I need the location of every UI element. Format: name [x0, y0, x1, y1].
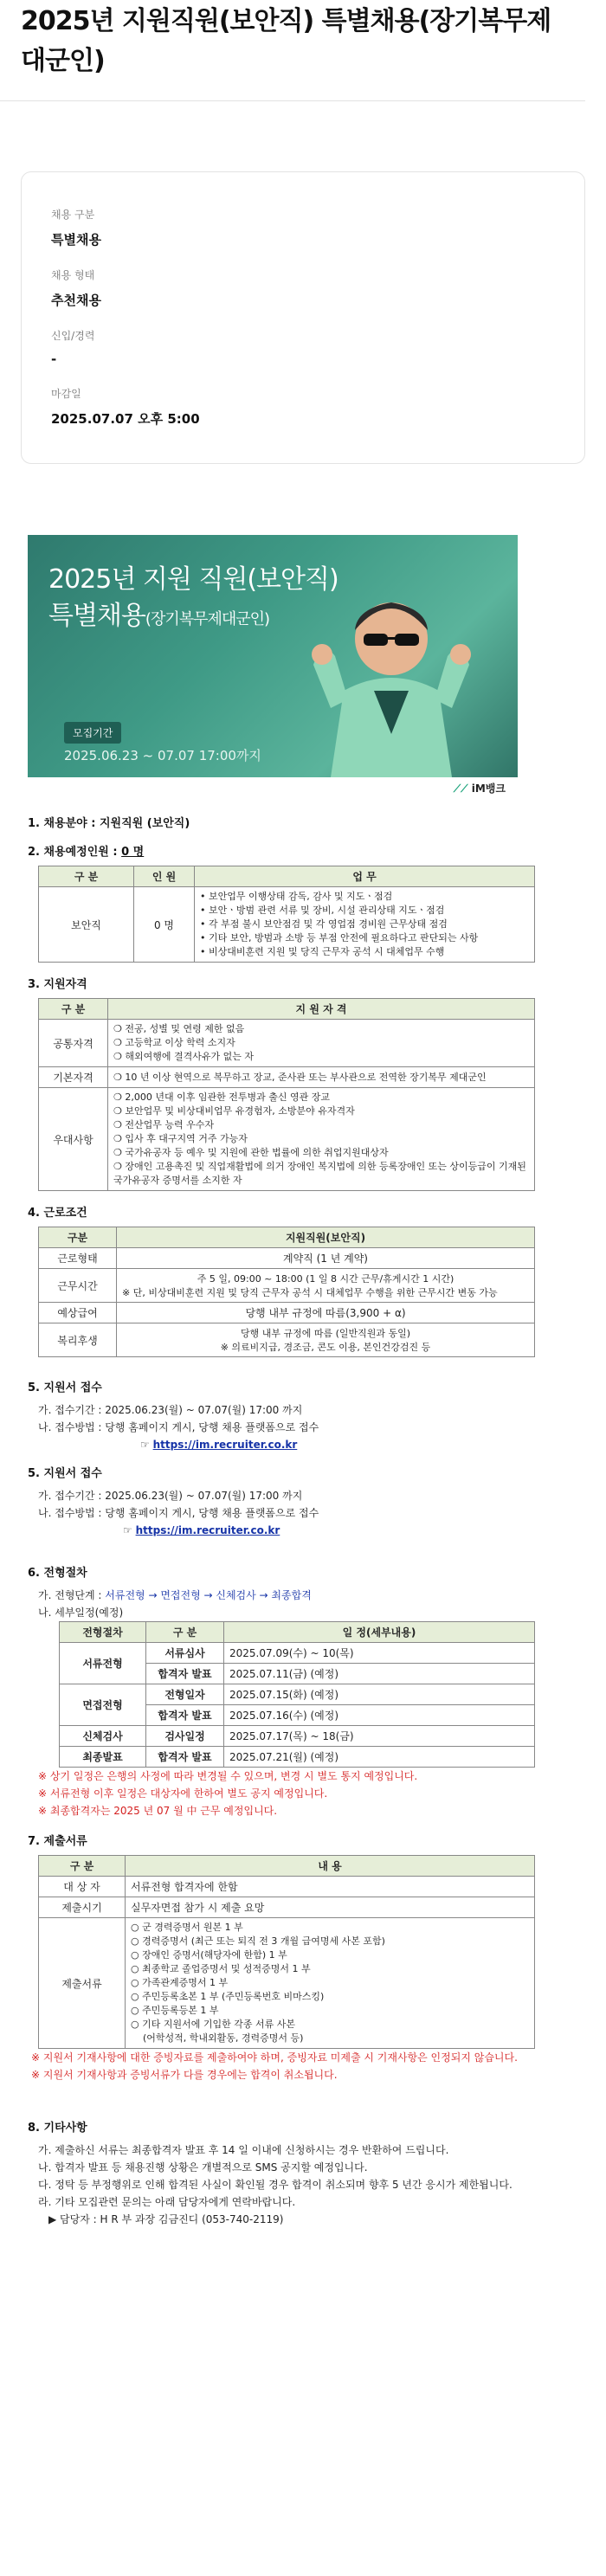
- info-value: 특별채용: [51, 232, 101, 248]
- process-flow: [28, 1587, 578, 1604]
- table-header: 지 원 자 격: [108, 999, 535, 1020]
- table-row: [39, 1323, 535, 1357]
- section-headcount: [28, 842, 578, 859]
- table-row: [39, 1877, 535, 1897]
- info-field: [51, 267, 555, 309]
- contact-line: ▶ 담당자 : H R 부 과장 김금진디 (053-740-2119): [48, 2213, 284, 2225]
- apply-period: 가. 접수기간 : 2025.06.23(월) ~ 07.07(월) 17:00 까지: [38, 1404, 303, 1416]
- info-label: 채용 형태: [51, 269, 95, 281]
- table-header: 일 정(세부내용): [224, 1622, 535, 1643]
- cell-category: 공통자격: [39, 1020, 108, 1067]
- table-row: [60, 1684, 535, 1705]
- pointer-icon: ☞: [140, 1439, 150, 1451]
- table-row: [39, 1918, 535, 2049]
- info-value: -: [51, 351, 57, 367]
- cell-stage: 신체검사: [60, 1726, 146, 1747]
- period-tag: 모집기간: [64, 722, 121, 744]
- cell-category: 예상급여: [39, 1303, 117, 1323]
- conditions-table: [38, 1227, 535, 1357]
- etc-item: 가. 제출하신 서류는 최종합격자 발표 후 14 일 이내에 신청하시는 경우 반환하여 드립니다.: [38, 2144, 449, 2156]
- list-item: ❍ 입사 후 대구지역 거주 가능자: [113, 1133, 248, 1144]
- cell-stage: 최종발표: [60, 1747, 146, 1768]
- etc-item: 나. 합격자 발표 등 채용진행 상황은 개별적으로 SMS 공지할 예정입니다.: [38, 2161, 368, 2174]
- banner-footer: [28, 777, 518, 802]
- cell-duties: [195, 887, 535, 963]
- section-apply: 5. 지원서 접수: [28, 1381, 102, 1394]
- table-header: 내 용: [126, 1856, 535, 1877]
- cell-category: 복리후생: [39, 1323, 117, 1357]
- cell-items: [108, 1088, 535, 1191]
- documents-table: [38, 1855, 535, 2049]
- banner-title-line2: [48, 594, 269, 632]
- job-info-card: [21, 171, 585, 464]
- cell-sub: 전형일자: [146, 1684, 224, 1705]
- page-header: [0, 0, 585, 101]
- logo-text: iM뱅크: [471, 782, 506, 795]
- list-item: ❍ 장애인 고용촉진 및 직업재활법에 의거 장애인 복지법에 의한 등록장애인 또는 상이등급이 기재된 국가유공자 증명서를 소지한 자: [113, 1161, 526, 1186]
- cell-sub: 합격자 발표: [146, 1747, 224, 1768]
- table-row: [39, 1088, 535, 1191]
- documents-list: [131, 1921, 529, 2045]
- cell-stage: 면접전형: [60, 1684, 146, 1726]
- cell-note: ※ 의료비지급, 경조금, 콘도 이용, 본인건강검진 등: [220, 1342, 431, 1353]
- schedule-table: [59, 1621, 535, 1768]
- cell-value: 당행 내부 규정에 따름(3,900 + α): [117, 1303, 535, 1323]
- page-title: 2025년 지원직원(보안직) 특별채용(장기복무제대군인): [21, 6, 551, 76]
- cell-value: 실무자면접 참가 시 제출 요망: [126, 1897, 535, 1918]
- list-item: ❍ 10 년 이상 현역으로 복무하고 장교, 준사관 또는 부사관으로 전역한 장기복무 제대군인: [113, 1071, 487, 1083]
- schedule-label: 나. 세부일정(예정): [38, 1607, 124, 1619]
- info-label: 마감일: [51, 388, 81, 400]
- documents-note: ※ 지원서 기재사항에 대한 증빙자료를 제출하여야 하며, 증빙자료 미제출 시 기재사항은 인정되지 않습니다.: [31, 2051, 518, 2064]
- cell-date: 2025.07.11(금) (예정): [224, 1664, 535, 1684]
- table-header: 구분: [39, 1227, 117, 1248]
- info-field: [51, 328, 555, 367]
- table-row: [39, 1897, 535, 1918]
- flow-steps: 서류전형 → 면접전형 → 신체검사 → 최종합격: [105, 1589, 312, 1601]
- cell-date: 2025.07.17(목) ~ 18(금): [224, 1726, 535, 1747]
- cell-category: 근로형태: [39, 1248, 117, 1269]
- recruit-banner: [28, 535, 518, 802]
- cell-category: 우대사항: [39, 1088, 108, 1191]
- table-row: [39, 1067, 535, 1088]
- cell-sub: 검사일정: [146, 1726, 224, 1747]
- info-label: 신입/경력: [51, 330, 95, 342]
- bank-logo: [454, 781, 506, 795]
- list-item: ○ 주민등록초본 1 부 (주민등록번호 비마스킹): [131, 1991, 325, 2002]
- table-row: [39, 1303, 535, 1323]
- cell-value: 계약직 (1 년 계약): [117, 1248, 535, 1269]
- apply-method: 나. 접수방법 : 당행 홈페이지 게시, 당행 채용 플랫폼으로 접수: [38, 1421, 319, 1433]
- list-item: ❍ 전산업무 능력 우수자: [113, 1119, 214, 1130]
- table-header: 구 분: [39, 1856, 126, 1877]
- cell-date: 2025.07.16(수) (예정): [224, 1705, 535, 1726]
- period-date: 2025.06.23 ~ 07.07 17:00까지: [64, 748, 261, 763]
- qualification-list: [113, 1091, 529, 1188]
- table-header: 인 원: [134, 866, 195, 887]
- cell-date: 2025.07.15(화) (예정): [224, 1684, 535, 1705]
- cell-category: 제출시기: [39, 1897, 126, 1918]
- cell-line: 당행 내부 규정에 따름 (일반직원과 동일): [240, 1328, 411, 1339]
- section-documents: 7. 제출서류: [28, 1835, 87, 1848]
- cell-value: 서류전형 합격자에 한함: [126, 1877, 535, 1897]
- table-header: 업 무: [195, 866, 535, 887]
- apply-link[interactable]: https://im.recruiter.co.kr: [135, 1524, 280, 1536]
- cell-value: [117, 1269, 535, 1303]
- cell-count: 0 명: [134, 887, 195, 963]
- list-item: ❍ 해외여행에 결격사유가 없는 자: [113, 1051, 254, 1062]
- apply-method: 나. 접수방법 : 당행 홈페이지 게시, 당행 채용 플랫폼으로 접수: [38, 1507, 319, 1519]
- list-item: ○ 주민등록등본 1 부: [131, 2005, 219, 2016]
- etc-item: 다. 정탁 등 부정행위로 인해 합격된 사실이 확인될 경우 합격이 취소되며 향후 5 년간 응시가 제한됩니다.: [38, 2179, 513, 2191]
- list-item: • 보안업무 이행상태 감독, 감사 및 지도ㆍ점검: [200, 891, 393, 902]
- section-field: 1. 채용분야 : 지원직원 (보안직): [28, 817, 190, 830]
- cell-note: ※ 단, 비상대비훈련 지원 및 당직 근무자 공석 시 대체업무 수행을 위한 근무시간 변동 가능: [122, 1287, 498, 1298]
- duties-list: [200, 890, 529, 959]
- list-item: • 각 부점 불시 보안점검 및 각 영업점 경비원 근무상태 점검: [200, 918, 448, 930]
- table-row: [39, 887, 535, 963]
- banner-title-main: 특별채용: [48, 601, 145, 631]
- apply-period: 가. 접수기간 : 2025.06.23(월) ~ 07.07(월) 17:00 까지: [38, 1490, 303, 1502]
- cell-date: 2025.07.09(수) ~ 10(목): [224, 1643, 535, 1664]
- table-header: 구 분: [146, 1622, 224, 1643]
- table-header: 구 분: [39, 866, 134, 887]
- table-header: 구 분: [39, 999, 108, 1020]
- cell-category: 제출서류: [39, 1918, 126, 2049]
- cell-category: 보안직: [39, 887, 134, 963]
- section-qualification: 3. 지원자격: [28, 978, 87, 991]
- cell-sub: 서류심사: [146, 1643, 224, 1664]
- cell-value: [117, 1323, 535, 1357]
- pointer-icon: ☞: [123, 1524, 132, 1536]
- list-item: • 보안ㆍ방범 관련 서류 및 장비, 시설 관리상태 지도ㆍ점검: [200, 905, 445, 916]
- cell-category: 기본자격: [39, 1067, 108, 1088]
- flow-label: 가. 전형단계 :: [38, 1589, 106, 1601]
- cell-category: 근무시간: [39, 1269, 117, 1303]
- list-item: ○ 경력증명서 (최근 또는 퇴직 전 3 개월 급여명세 사본 포함): [131, 1935, 385, 1947]
- headcount-table: [38, 866, 535, 963]
- section-etc: 8. 기타사항: [28, 2122, 87, 2135]
- etc-item: 라. 기타 모집관련 문의는 아래 담당자에게 연락바랍니다.: [38, 2196, 296, 2208]
- info-value: 2025.07.07 오후 5:00: [51, 411, 200, 427]
- table-header: 지원직원(보안직): [117, 1227, 535, 1248]
- list-item: ❍ 보안업무 및 비상대비업무 유경험자, 소방분야 유자격자: [113, 1105, 355, 1117]
- table-row: [39, 1020, 535, 1067]
- cell-sub: 합격자 발표: [146, 1705, 224, 1726]
- table-row: [60, 1643, 535, 1664]
- info-field: [51, 207, 555, 248]
- info-label: 채용 구분: [51, 209, 95, 221]
- schedule-note: ※ 서류전형 이후 일정은 대상자에 한하여 별도 공지 예정입니다.: [38, 1787, 328, 1800]
- headcount-value: 0 명: [121, 846, 145, 859]
- documents-note: ※ 지원서 기재사항과 증빙서류가 다를 경우에는 합격이 취소됩니다.: [31, 2069, 338, 2081]
- list-item: ❍ 고등학교 이상 학력 소지자: [113, 1037, 235, 1048]
- list-item: ❍ 전공, 성별 및 연령 제한 없음: [113, 1023, 245, 1034]
- list-item: ○ 최종학교 졸업증명서 및 성적증명서 1 부: [131, 1963, 311, 1974]
- list-item: • 기타 보안, 방범과 소방 등 부점 안전에 필요하다고 판단되는 사항: [200, 932, 479, 943]
- qualification-list: [113, 1071, 529, 1085]
- section-apply-dup: 5. 지원서 접수: [28, 1467, 102, 1480]
- list-item: ○ 가족관계증명서 1 부: [131, 1977, 229, 1988]
- banner-title-line1: 2025년 지원 직원(보안직): [48, 564, 338, 595]
- list-item: (어학성적, 학내외활동, 경력증명서 등): [143, 2032, 304, 2044]
- list-item: • 비상대비훈련 지원 및 당직 근무자 공석 시 대체업무 수행: [200, 946, 445, 957]
- qualification-list: [113, 1022, 529, 1064]
- list-item: ○ 기타 지원서에 기입한 각종 서류 사본: [131, 2019, 295, 2030]
- qualification-table: [38, 998, 535, 1191]
- cell-stage: 서류전형: [60, 1643, 146, 1684]
- apply-link[interactable]: https://im.recruiter.co.kr: [152, 1439, 298, 1451]
- section-process: 6. 전형절차: [28, 1567, 87, 1580]
- schedule-note: ※ 상기 일정은 은행의 사정에 따라 변경될 수 있으며, 변경 시 별도 통지 예정입니다.: [38, 1770, 418, 1782]
- cell-sub: 합격자 발표: [146, 1664, 224, 1684]
- list-item: ○ 군 경력증명서 원본 1 부: [131, 1922, 243, 1933]
- table-row: [39, 1269, 535, 1303]
- cell-category: 대 상 자: [39, 1877, 126, 1897]
- schedule-note: ※ 최종합격자는 2025 년 07 월 中 근무 예정입니다.: [38, 1805, 278, 1817]
- banner-title-sub: (장기복무제대군인): [145, 610, 270, 628]
- headcount-label: 2. 채용예정인원 :: [28, 846, 122, 859]
- info-field: [51, 386, 555, 428]
- cell-line: 주 5 일, 09:00 ~ 18:00 (1 일 8 시간 근무/휴게시간 1 시간): [197, 1273, 455, 1285]
- table-row: [60, 1726, 535, 1747]
- table-header: 전형절차: [60, 1622, 146, 1643]
- info-value: 추천채용: [51, 293, 101, 308]
- table-row: [60, 1747, 535, 1768]
- cell-date: 2025.07.21(월) (예정): [224, 1747, 535, 1768]
- table-row: [39, 1248, 535, 1269]
- cell-items: [108, 1067, 535, 1088]
- apply-link-row: [28, 1436, 578, 1453]
- logo-icon: ⟋⟋: [453, 782, 472, 795]
- cell-items: [108, 1020, 535, 1067]
- cell-docs: [126, 1918, 535, 2049]
- section-conditions: 4. 근로조건: [28, 1207, 87, 1220]
- list-item: ○ 장애인 증명서(해당자에 한함) 1 부: [131, 1949, 287, 1961]
- apply-link-row: [28, 1522, 578, 1539]
- list-item: ❍ 2,000 년대 이후 임관한 전투병과 출신 영관 장교: [113, 1092, 330, 1103]
- job-posting-image: [28, 535, 578, 2228]
- list-item: ❍ 국가유공자 등 예우 및 지원에 관한 법률에 의한 취업지원대상자: [113, 1147, 389, 1158]
